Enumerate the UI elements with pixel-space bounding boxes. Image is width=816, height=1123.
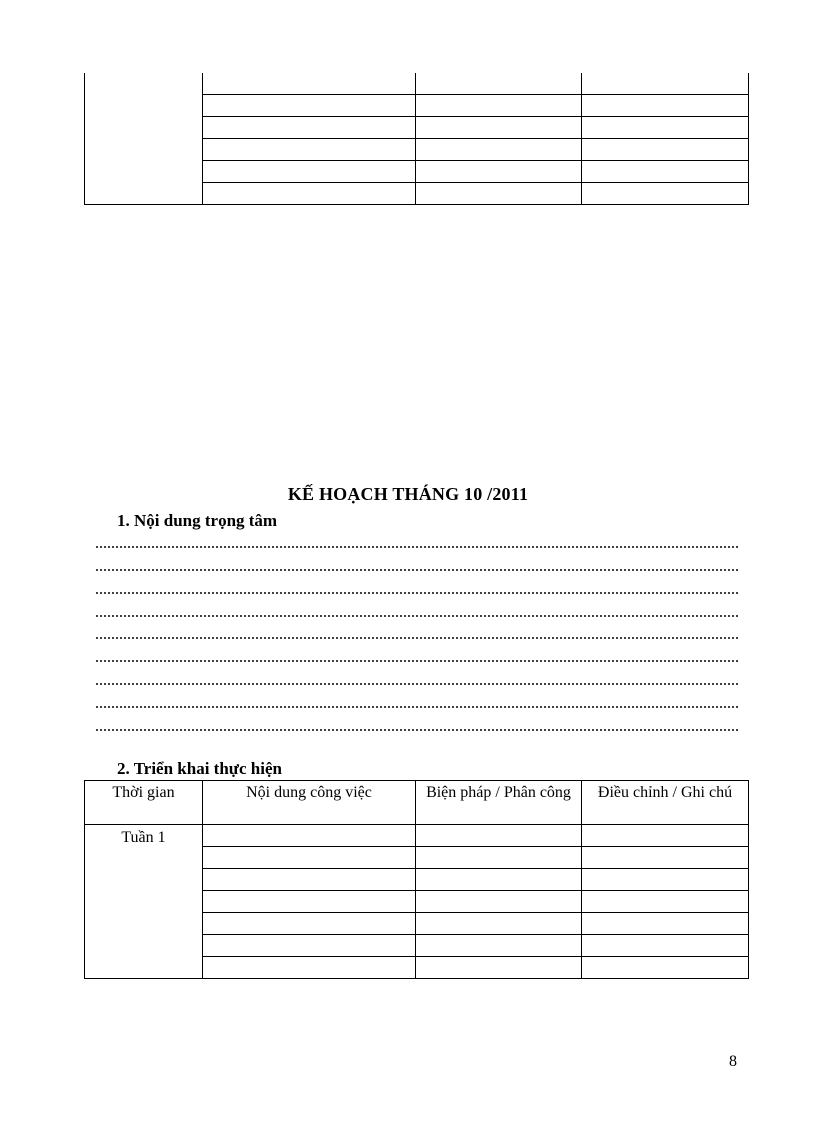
table-cell <box>416 891 582 913</box>
table-cell <box>203 139 416 161</box>
table-cell <box>203 957 416 979</box>
table-cell <box>416 935 582 957</box>
table-cell <box>582 95 749 117</box>
week-1-cell: Tuần 1 <box>85 825 203 979</box>
table-cell <box>416 825 582 847</box>
column-header-notes: Điều chỉnh / Ghi chú <box>582 781 749 825</box>
dotted-line <box>95 729 739 731</box>
table-cell <box>582 935 749 957</box>
table-cell <box>582 891 749 913</box>
table-cell <box>582 161 749 183</box>
table-cell <box>203 869 416 891</box>
table-row <box>85 73 749 95</box>
table-cell <box>203 183 416 205</box>
table-cell <box>582 139 749 161</box>
table-cell <box>582 73 749 95</box>
table-cell <box>416 95 582 117</box>
table-cell-time <box>85 73 203 205</box>
table-cell <box>203 73 416 95</box>
column-header-time: Thời gian <box>85 781 203 825</box>
table-cell <box>203 825 416 847</box>
dotted-line <box>95 637 739 639</box>
table-cell <box>203 117 416 139</box>
section-1-heading: 1. Nội dung trọng tâm <box>117 511 278 530</box>
section-2-heading: 2. Triển khai thực hiện <box>117 759 282 778</box>
table-cell <box>582 913 749 935</box>
table-row <box>85 825 749 847</box>
dotted-line <box>95 569 739 571</box>
table-cell <box>416 73 582 95</box>
plan-title: KẾ HOẠCH THÁNG 10 /2011 <box>287 484 529 504</box>
previous-plan-table-continuation <box>84 73 749 205</box>
table-cell <box>203 913 416 935</box>
table-header-row <box>85 781 749 825</box>
table-cell <box>416 913 582 935</box>
table-cell <box>582 183 749 205</box>
dotted-line <box>95 546 739 548</box>
table-cell <box>203 161 416 183</box>
dotted-line <box>95 592 739 594</box>
table-cell <box>582 825 749 847</box>
table-cell <box>582 957 749 979</box>
table-cell <box>416 117 582 139</box>
table-cell <box>416 183 582 205</box>
table-cell <box>203 935 416 957</box>
dotted-line <box>95 683 739 685</box>
table-cell <box>203 891 416 913</box>
table-cell <box>582 847 749 869</box>
table-cell <box>416 139 582 161</box>
table-cell <box>582 117 749 139</box>
table-cell <box>203 847 416 869</box>
page-number: 8 <box>729 1053 737 1070</box>
dotted-line <box>95 660 739 662</box>
table-cell <box>416 957 582 979</box>
dotted-line <box>95 615 739 617</box>
table-cell <box>203 95 416 117</box>
table-cell <box>416 161 582 183</box>
implementation-table <box>84 780 749 979</box>
column-header-content: Nội dung công việc <box>203 781 416 825</box>
column-header-measures: Biện pháp / Phân công <box>416 781 582 825</box>
table-cell <box>416 847 582 869</box>
table-cell <box>582 869 749 891</box>
table-cell <box>416 869 582 891</box>
dotted-line <box>95 706 739 708</box>
